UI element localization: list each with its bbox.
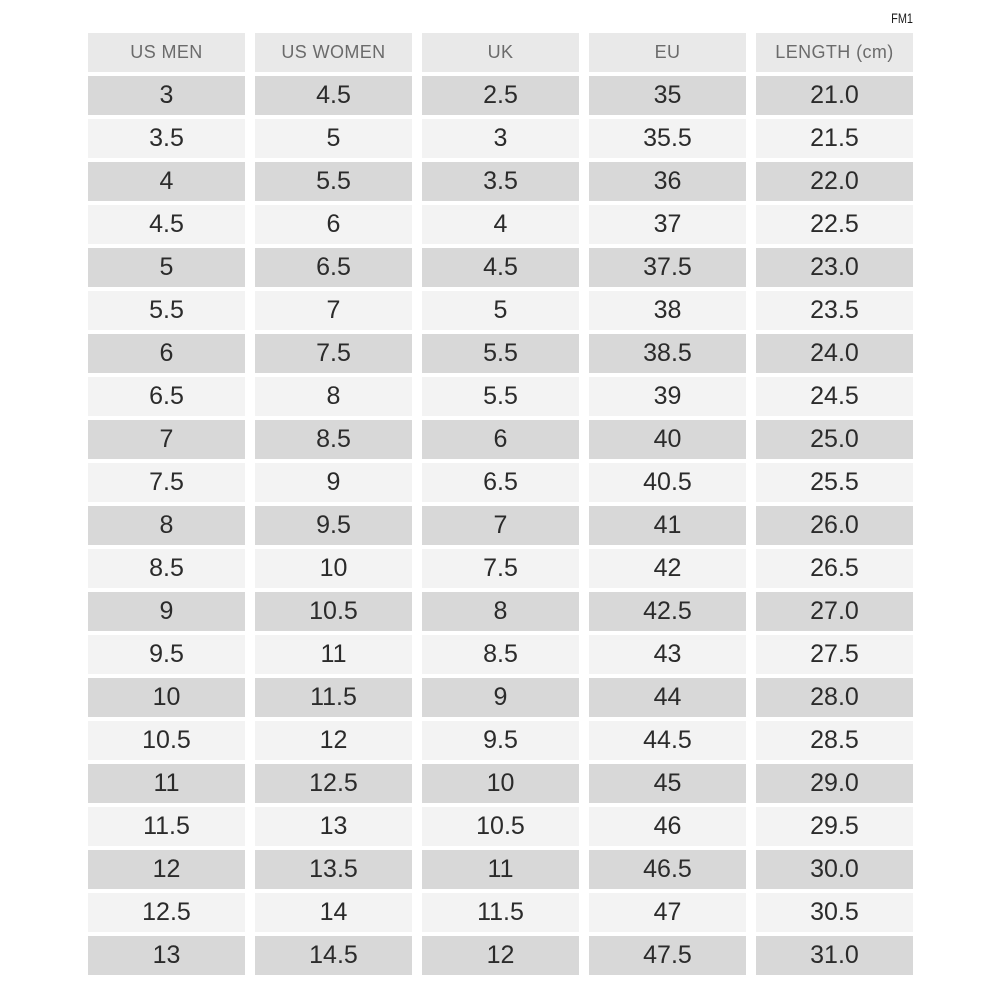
table-cell: 6 xyxy=(422,420,579,459)
table-cell: 9.5 xyxy=(422,721,579,760)
table-cell: 12.5 xyxy=(255,764,412,803)
table-cell: 42 xyxy=(589,549,746,588)
table-cell: 11 xyxy=(88,764,245,803)
table-cell: 30.5 xyxy=(756,893,913,932)
table-cell: 30.0 xyxy=(756,850,913,889)
table-cell: 13 xyxy=(255,807,412,846)
table-cell: 21.0 xyxy=(756,76,913,115)
table-cell: 42.5 xyxy=(589,592,746,631)
table-cell: 7.5 xyxy=(255,334,412,373)
table-cell: 4 xyxy=(422,205,579,244)
table-cell: 4 xyxy=(88,162,245,201)
table-cell: 8.5 xyxy=(255,420,412,459)
table-cell: 5 xyxy=(88,248,245,287)
table-cell: 10.5 xyxy=(422,807,579,846)
table-cell: 10 xyxy=(88,678,245,717)
table-cell: 5.5 xyxy=(422,377,579,416)
table-cell: 12 xyxy=(255,721,412,760)
table-cell: 10 xyxy=(255,549,412,588)
table-cell: 6 xyxy=(255,205,412,244)
table-cell: 22.5 xyxy=(756,205,913,244)
table-cell: 11.5 xyxy=(255,678,412,717)
table-cell: 8 xyxy=(255,377,412,416)
table-cell: 26.5 xyxy=(756,549,913,588)
column-header: US WOMEN xyxy=(255,33,412,72)
table-cell: 41 xyxy=(589,506,746,545)
table-cell: 35.5 xyxy=(589,119,746,158)
table-cell: 5.5 xyxy=(422,334,579,373)
table-cell: 10.5 xyxy=(255,592,412,631)
table-cell: 2.5 xyxy=(422,76,579,115)
table-cell: 5.5 xyxy=(88,291,245,330)
column-header: UK xyxy=(422,33,579,72)
table-cell: 8.5 xyxy=(88,549,245,588)
table-cell: 6.5 xyxy=(88,377,245,416)
table-cell: 38.5 xyxy=(589,334,746,373)
table-cell: 36 xyxy=(589,162,746,201)
table-cell: 38 xyxy=(589,291,746,330)
table-cell: 27.0 xyxy=(756,592,913,631)
table-cell: 6.5 xyxy=(255,248,412,287)
table-cell: 37 xyxy=(589,205,746,244)
table-cell: 46 xyxy=(589,807,746,846)
table-cell: 39 xyxy=(589,377,746,416)
table-cell: 44 xyxy=(589,678,746,717)
table-cell: 3 xyxy=(422,119,579,158)
size-chart-table xyxy=(88,33,913,975)
table-cell: 4.5 xyxy=(422,248,579,287)
table-cell: 6.5 xyxy=(422,463,579,502)
table-cell: 12 xyxy=(422,936,579,975)
table-cell: 4.5 xyxy=(255,76,412,115)
table-cell: 11.5 xyxy=(88,807,245,846)
table-cell: 24.5 xyxy=(756,377,913,416)
table-cell: 9.5 xyxy=(88,635,245,674)
table-cell: 9 xyxy=(255,463,412,502)
table-cell: 11 xyxy=(422,850,579,889)
table-cell: 29.0 xyxy=(756,764,913,803)
table-cell: 5 xyxy=(255,119,412,158)
table-cell: 11 xyxy=(255,635,412,674)
table-cell: 10 xyxy=(422,764,579,803)
table-cell: 4.5 xyxy=(88,205,245,244)
table-cell: 29.5 xyxy=(756,807,913,846)
table-cell: 45 xyxy=(589,764,746,803)
table-cell: 9 xyxy=(422,678,579,717)
table-cell: 13 xyxy=(88,936,245,975)
table-cell: 14.5 xyxy=(255,936,412,975)
table-cell: 14 xyxy=(255,893,412,932)
table-cell: 12.5 xyxy=(88,893,245,932)
table-cell: 7 xyxy=(255,291,412,330)
table-cell: 10.5 xyxy=(88,721,245,760)
table-cell: 44.5 xyxy=(589,721,746,760)
column-header: LENGTH (cm) xyxy=(756,33,913,72)
table-cell: 21.5 xyxy=(756,119,913,158)
column-header: US MEN xyxy=(88,33,245,72)
table-cell: 7 xyxy=(88,420,245,459)
table-cell: 11.5 xyxy=(422,893,579,932)
watermark-label: FM1 xyxy=(891,10,913,26)
table-cell: 28.0 xyxy=(756,678,913,717)
table-cell: 9 xyxy=(88,592,245,631)
table-cell: 28.5 xyxy=(756,721,913,760)
table-cell: 8 xyxy=(422,592,579,631)
table-cell: 47 xyxy=(589,893,746,932)
table-cell: 43 xyxy=(589,635,746,674)
table-cell: 23.5 xyxy=(756,291,913,330)
table-cell: 24.0 xyxy=(756,334,913,373)
table-cell: 5 xyxy=(422,291,579,330)
size-chart-page xyxy=(88,0,913,975)
table-cell: 35 xyxy=(589,76,746,115)
table-cell: 5.5 xyxy=(255,162,412,201)
table-cell: 3.5 xyxy=(422,162,579,201)
table-cell: 26.0 xyxy=(756,506,913,545)
table-cell: 3.5 xyxy=(88,119,245,158)
table-cell: 7.5 xyxy=(422,549,579,588)
table-cell: 37.5 xyxy=(589,248,746,287)
table-cell: 27.5 xyxy=(756,635,913,674)
column-header: EU xyxy=(589,33,746,72)
table-cell: 7 xyxy=(422,506,579,545)
table-cell: 13.5 xyxy=(255,850,412,889)
table-cell: 25.5 xyxy=(756,463,913,502)
table-cell: 23.0 xyxy=(756,248,913,287)
table-cell: 47.5 xyxy=(589,936,746,975)
table-cell: 40 xyxy=(589,420,746,459)
table-cell: 7.5 xyxy=(88,463,245,502)
table-cell: 22.0 xyxy=(756,162,913,201)
table-cell: 8.5 xyxy=(422,635,579,674)
table-cell: 46.5 xyxy=(589,850,746,889)
table-cell: 6 xyxy=(88,334,245,373)
table-cell: 9.5 xyxy=(255,506,412,545)
table-cell: 3 xyxy=(88,76,245,115)
table-cell: 25.0 xyxy=(756,420,913,459)
table-cell: 31.0 xyxy=(756,936,913,975)
table-cell: 40.5 xyxy=(589,463,746,502)
table-cell: 12 xyxy=(88,850,245,889)
table-cell: 8 xyxy=(88,506,245,545)
